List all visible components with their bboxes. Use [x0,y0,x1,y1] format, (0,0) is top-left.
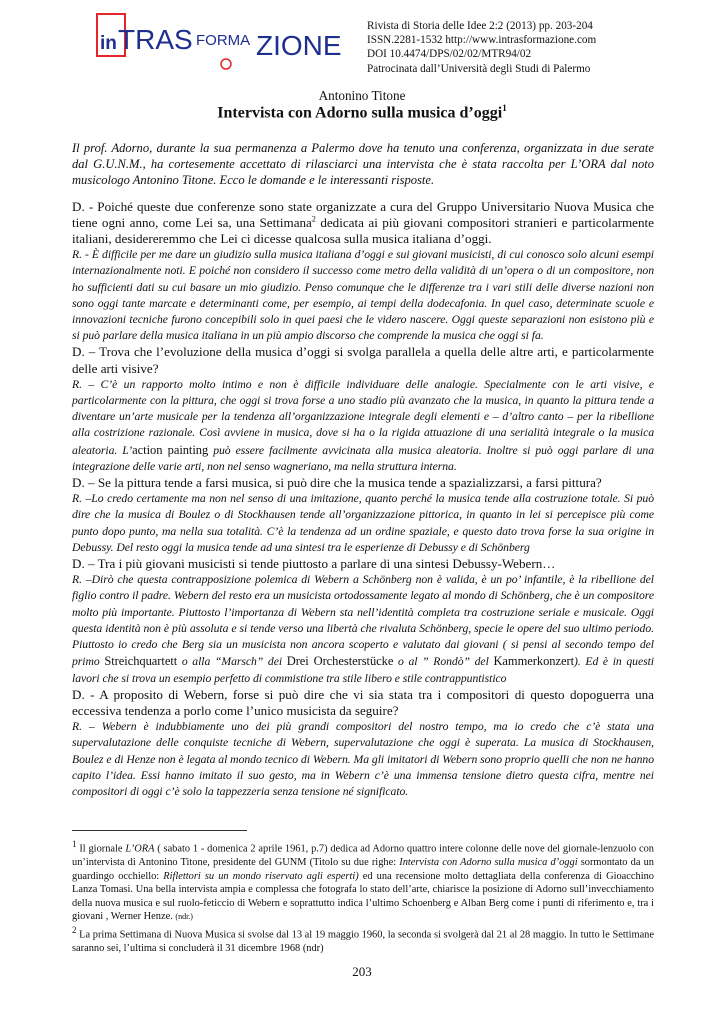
article-body [72,140,654,800]
answer-5: R. – Webern è indubbiamente uno dei più grandi compositori del nostro tempo, ma io credo che c’è stata una supervalutazione delle conquiste tecniche di Webern, supervalutazione che oggi è superata. La musica di Stockhausen, Boulez e di Henze non è legata al mondo tecnico di Webern. Ma gli imitatori di Webern sono proprio quelli che non ne hanno capito l’idea. Essi hanno imitato il suo gesto, ma in Webern c’è una immensa tensione dietro questa cifra, mentre nei compositori di oggi c’è solo la tappezzeria senza tensione né significato. [72,720,654,798]
answer-4-kammerkonzert: Kammerkonzert [493,654,575,669]
logo-text-tras: TRAS [118,24,193,55]
article-title-text: Intervista con Adorno sulla musica d’oggi [217,104,503,122]
header-patronage: Patrocinata dall’Università degli Studi di Palermo [367,62,591,75]
footnote-1-text-a: Il giornale [76,843,126,855]
answer-2 [72,377,654,475]
question-1-text-a: D. - Poiché queste due conferenze sono state organizzate a cura del Gruppo Universitario Nuova Musica che tiene ogni anno, come Lei sa, una Settimana [72,198,654,230]
logo-text-zione: ZIONE [256,30,342,61]
footnote-1-text-d: ed una recensione molto dettagliata della conferenza di Gioacchino Lanza Tomasi. Una bella intervista ampia e complessa che fotografa lo stato dell’arte, chiarisce la posizione di Adorno sull’invecchiamento della nuova musica e sul ruolo-feticcio di Webern e soprattutto indica l’ultimo Schoenberg e Alban Berg come i punti di riferimento e, tra i giovani , Werner Henze. [72,870,654,923]
answer-1: R. - È difficile per me dare un giudizio sulla musica italiana d’oggi e sui giovani musicisti, di cui conosco solo alcuni esempi internazionalmente noti. E poiché non considero il successo come metro della validità di un’opera o di un compositore, non ho sufficienti dati su cui basare un mio giudizio. Penso comunque che le differenze tra i vari stili delle diverse nazioni non sono oggi tante marcate e determinanti come, per esempio, ai tempi della dodecafonia. In quel caso, determinate scuole e innovazioni tecniche furono concepibili solo in quei paesi che le videro nascere. Oggi queste separazioni non esistono più e si può parlare della musica italiana in un più ampio discorso che comprende la musica che oggi si fa. [72,248,654,343]
footnote-1-number: 1 [72,839,77,849]
answer-4-text-c: o al ” Rondò” del [393,655,494,669]
article-author: Antonino Titone [318,88,406,103]
logo-text-in: in [100,33,117,54]
question-4: D. – Tra i più giovani musicisti si tende piuttosto a parlare di una sintesi Debussy-Webern… [72,556,556,572]
header-citation: Rivista di Storia delle Idee 2:2 (2013) pp. 203-204 [367,20,593,32]
intrasformazione-logo-graphic [96,12,342,72]
answer-2-action-painting: action painting [132,442,209,457]
journal-logo [96,12,342,72]
answer-4-text-a: R. –Dirò che questa contrapposizione polemica di Webern a Schönberg non è valida, è un po’ infantile, è la ribellione del figlio contro il padre. Webern del resto era un musicista ortodossamente legato al mondo di Schönberg, che è un compositore molto più importante. Piuttosto l’importanza di Webern sta nell’identità completa tra costruzione seriale e musicale. Oggi questa identità non è più assoluta e si tende verso una libertà che rivaluta Schönberg, specie le opere del suo ultimo periodo. Piuttosto io credo che Berg sia un musicista non ancora scoperto e valutato dai giovani ( si pensi al secondo tempo del primo [72,573,654,669]
footnotes [72,838,654,956]
footnote-2-text: La prima Settimana di Nuova Musica si svolse dal 13 al 19 maggio 1960, la seconda si svolgerà dal 21 al 28 maggio. In tutto le Settimane saranno sei, l’ultima si concluderà il 31 dicembre 1968 (ndr) [72,929,654,955]
answer-4-drei-orchesterstucke: Drei Orchesterstücke [286,654,394,669]
question-1-text-b: dedicata ai più giovani compositori stranieri e particolarmente italiani, desidereremmo che Lei ci dicesse qualcosa sulla musica italiana d’oggi. [72,214,654,247]
title-footnote-ref: 1 [502,103,507,113]
intro-paragraph: Il prof. Adorno, durante la sua permanenza a Palermo dove ha tenuto una conferenza, organizzata in due serate dal G.U.N.M., ha cortesemente accettato di rilasciarci una intervista che è stata raccolta per L’ORA dal noto musicologo Antonino Titone. Ecco le domande e le interessanti risposte. [72,141,654,188]
question-3: D. – Se la pittura tende a farsi musica, si può dire che la musica tende a spazializzarsi, a farsi pittura? [72,475,602,491]
answer-2-text-a: R. – C’è un rapporto molto intimo e non è difficile individuare delle analogie. Specialmente con le arti visive, e particolarmente con la pittura, che oggi si trova forse a uno stadio più avanzato che la musica, in quanto la pittura tende a diventare un’arte musicale per la tendenza all’organizzazione integrale degli elementi e – d’altro canto – per la ribellione alla costrizione razionale. Così avviene in musica, dove si ha o la rigida attuazione di una serialità integrale o la musica aleatoria. L’ [72,377,654,457]
article-title [0,103,724,122]
footnote-1-text-b: ( sabato 1 - domenica 2 aprile 1961, p.7) dedica ad Adorno quattro intere colonne delle nove del giornale-lenzuolo con un’intervista di Antonino Titone, presidente del GUNM (Titolo su due righe: [72,843,654,869]
footnote-2 [72,924,654,956]
question-5: D. - A proposito di Webern, forse si può dire che vi sia stata tra i compositori di questo dopoguerra una eccessiva tendenza a porlo come l’unico musicista da seguire? [72,686,654,718]
page-number: 203 [352,964,372,979]
footnote-ref-2: 2 [311,214,316,224]
logo-red-circle [221,59,231,69]
header-issn-url: ISSN.2281-1532 http://www.intrasformazione.com [367,34,597,47]
question-1 [72,199,654,248]
answer-3: R. –Lo credo certamente ma non nel senso di una imitazione, quanto perché la musica tende alla costruzione totale. Si può dire che la musica di Boulez o di Stockhausen tende all’organizzazione pittorica, in quanto in lei si percepisce più come punto dopo punto, ma nella sua totalità. C’è la tendenza ad un ordine spaziale, e questo dato trova forse la sua origine in Debussy. Del resto oggi la musica tende ad una sintesi tra le esperienze di Debussy e di Schönberg [72,492,654,554]
footnote-1-headline: Intervista con Adorno sulla musica d’oggi [399,857,578,869]
journal-header [367,19,697,76]
footnote-2-number: 2 [72,925,77,936]
answer-4-text-b: o alla “Marsch” dei [177,655,287,669]
answer-2-text-b: può essere facilmente avvicinata alla musica aleatoria. Inoltre si può oggi parlare di una integrazione delle varie arti, non nel senso wagneriano, ma nella struttura interna. [72,443,654,473]
answer-4-text-d: ). Ed è in questi lavori che si trova un esempio perfetto di commistione tra stile libero e stile contrappuntistico [72,655,655,685]
header-doi: DOI 10.4474/DPS/02/02/MTR94/02 [367,48,532,61]
answer-4 [72,572,654,686]
footnote-separator [72,830,247,831]
answer-4-streichquartett: Streichquartett [104,654,178,669]
footnote-1-newspaper: L’ORA [125,843,155,855]
footnote-1 [72,838,654,924]
footnote-1-kicker: Riflettori su un mondo riservato agli esperti) [163,870,359,882]
question-2: D. – Trova che l’evoluzione della musica d’oggi si svolga parallela a quella delle altre arti, e particolarmente delle arti visive? [72,344,654,376]
footnote-1-ndr: (ndr.) [175,912,193,922]
logo-text-forma: FORMA [196,32,251,49]
footnote-1-text-c: sormontato da un guardingo occhiello: [72,857,654,882]
